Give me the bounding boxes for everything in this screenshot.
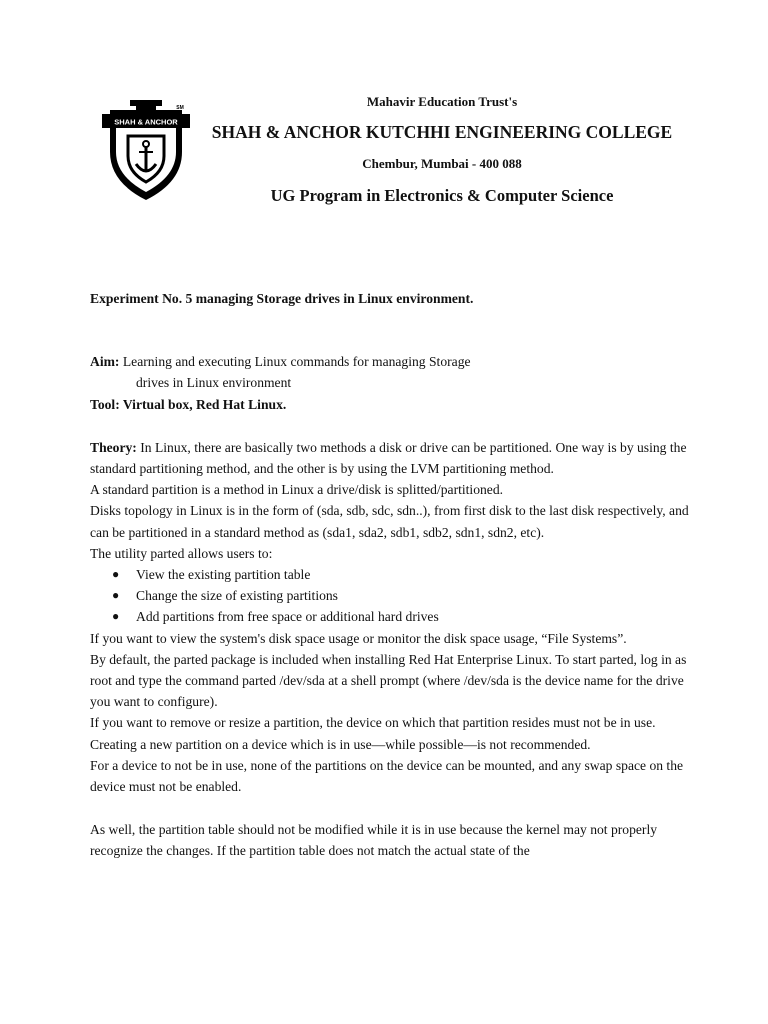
logo-banner-text: SHAH & ANCHOR [114,117,178,127]
logo-mark: SM [176,105,184,111]
tool-line: Tool: Virtual box, Red Hat Linux. [90,396,287,412]
experiment-title: Experiment No. 5 managing Storage drives in Linux environment. [90,291,474,306]
list-item [90,564,690,585]
list-item [90,606,690,627]
aim-text-continued: drives in Linux environment [136,375,292,391]
bullet-icon: ● [112,588,120,603]
bullet-icon: ● [112,609,120,624]
theory-paragraph-3: The utility parted allows users to: [90,545,273,561]
theory-paragraph-6: If you want to remove or resize a partition, the device on which that partition resides must not be in use. Creating a new partition on a device which is in use—while possible—is not recommended. [90,715,656,752]
theory-intro-text: In Linux, there are basically two methods a disk or drive can be partitioned. One way is by using the standard partitioning method, and the other is by using the LVM partitioning method. [90,439,687,477]
college-name: SHAH & ANCHOR KUTCHHI ENGINEERING COLLEGE [211,122,673,142]
theory-intro [90,437,690,479]
list-item-text: Change the size of existing partitions [136,588,338,604]
list-item [90,585,690,606]
theory-paragraph-1: A standard partition is a method in Linux a drive/disk is splitted/partitioned. [90,482,504,498]
college-address: Chembur, Mumbai - 400 088 [362,156,522,171]
list-item-text: Add partitions from free space or additional hard drives [136,609,439,625]
theory-paragraph-5: By default, the parted package is included when installing Red Hat Enterprise Linux. To start parted, log in as root and type the command parted /dev/sda at a shell prompt (where /dev/sda is the device name for the drive you want to configure). [90,651,687,710]
aim-label: Aim: [90,354,120,370]
list-item-text: View the existing partition table [136,567,311,583]
theory-paragraph-8: As well, the partition table should not be modified while it is in use because the kernel may not properly recognize the changes. If the partition table does not match the actual state of the [90,822,658,859]
bullet-icon: ● [112,567,120,582]
theory-label: Theory: [90,439,137,455]
parted-features-list [90,564,690,628]
aim-line [90,351,690,372]
document-body [90,288,690,862]
trust-name: Mahavir Education Trust's [366,94,518,109]
aim-text: Learning and executing Linux commands for managing Storage [119,354,471,370]
program-title: UG Program in Electronics & Computer Science [270,186,614,205]
theory-paragraph-4: If you want to view the system's disk space usage or monitor the disk space usage, “File Systems”. [90,630,627,646]
theory-paragraph-7: For a device to not be in use, none of the partitions on the device can be mounted, and any swap space on the device must not be enabled. [90,757,684,795]
theory-paragraph-2: Disks topology in Linux is in the form of (sda, sdb, sdc, sdn..), from first disk to the last disk respectively, and can be partitioned in a standard method as (sda1, sda2, sdb1, sdb2, sdn1, sdn2, etc). [90,503,689,540]
